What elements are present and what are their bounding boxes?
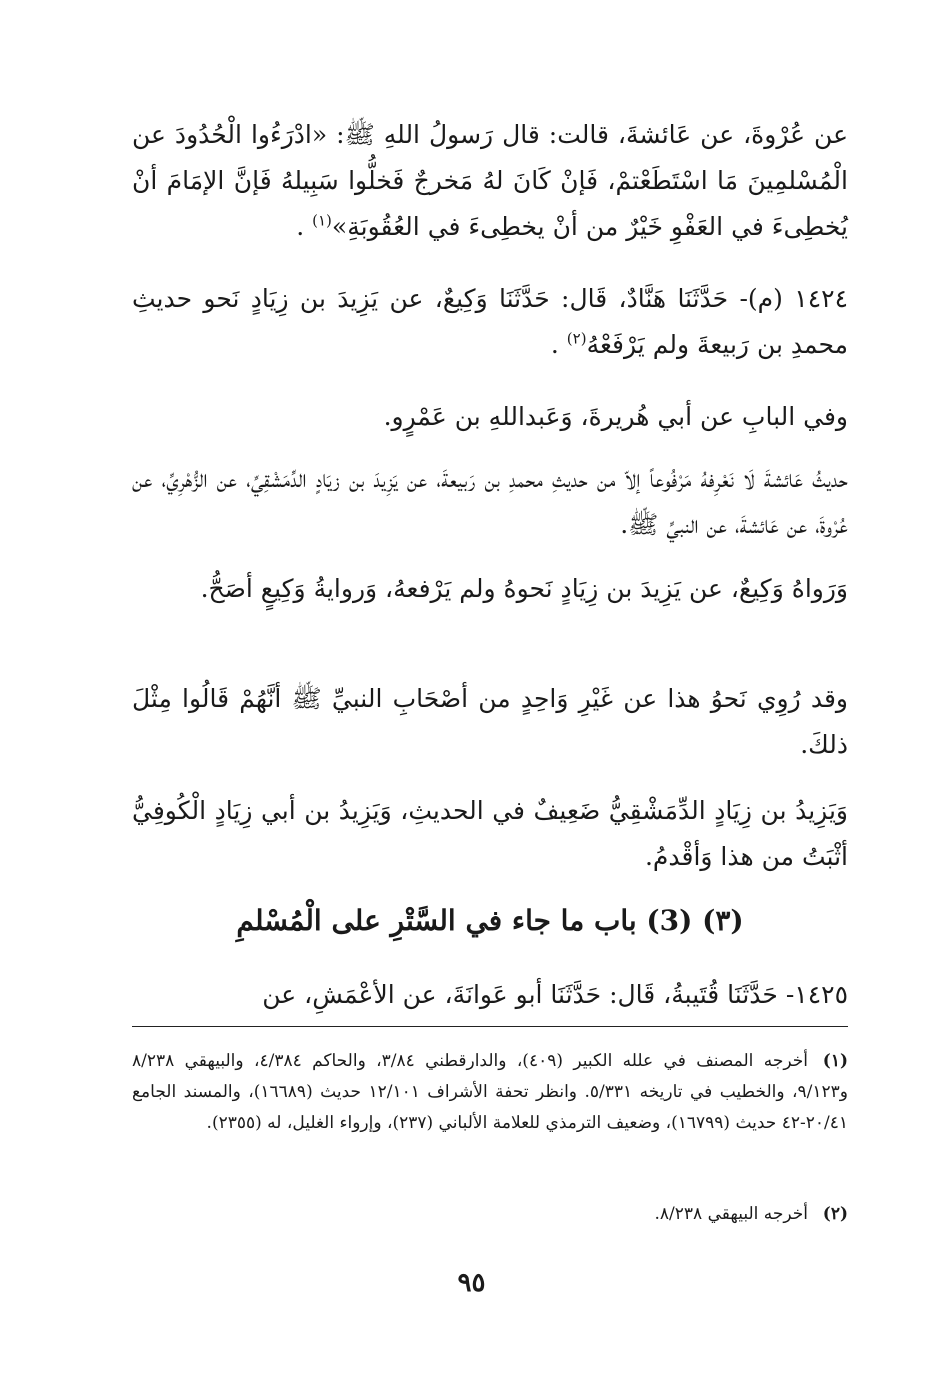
hadith-paragraph-6 bbox=[132, 676, 848, 768]
page-number: ٩٥ bbox=[457, 1268, 486, 1298]
footnote-text: أخرجه المصنف في علله الكبير (٤٠٩)، والدارقطني ٣/٨٤، والحاكم ٤/٣٨٤، والبيهقي ٨/٢٣٨ و٩/١٢٣، والخطيب في تاريخه ٥/٣٣١. وانظر تحفة الأشراف ١٢/١٠١ حديث (١٦٦٨٩)، والمسند الجامع ٢٠/٤١-٤٢ حديث (١٦٧٩٩)، وضعيف الترمذي للعلامة الألباني (٢٣٧)، وإرواء الغليل، له (٢٣٥٥). bbox=[132, 1051, 849, 1133]
paragraph-text: وقد رُوِي نَحوُ هذا عن غَيْرِ وَاحِدٍ من أصْحَابِ النبيِّ ﷺ أنَّهُمْ قَالُوا مِثْلَ ذلكَ. bbox=[132, 684, 848, 759]
paragraph-tail: . bbox=[296, 212, 313, 241]
chapter-heading: (٣) (3) باب ما جاء في السَّتْرِ على الْمُسْلمِ bbox=[236, 904, 744, 937]
footnote-text: أخرجه البيهقي ٨/٢٣٨. bbox=[654, 1204, 808, 1224]
paragraph-tail: . bbox=[550, 330, 567, 359]
paragraph-text: ١٤٢٥- حَدَّثَنَا قُتَيبةُ، قَال: حَدَّثَنَا أبو عَوانَةَ، عن الأعْمَشِ، عن bbox=[262, 980, 848, 1009]
footnote-number: (٢) bbox=[822, 1204, 848, 1224]
hadith-paragraph-4 bbox=[132, 456, 848, 548]
paragraph-text: وَرَواهُ وَكِيعٌ، عن يَزِيدَ بن زِيَادٍ نَحوهُ ولم يَرْفعهُ، وَروايةُ وَكِيعٍ أصَحُّ. bbox=[200, 574, 848, 603]
footnote-2 bbox=[132, 1199, 848, 1230]
hadith-paragraph-2 bbox=[132, 276, 848, 368]
paragraph-text: وَيَزِيدُ بن زِيَادٍ الدِّمَشْقِيُّ ضَعِيفٌ في الحديثِ، وَيَزِيدُ بن أبي زِيَادٍ الْكُوفِيُّ أثْبَتُ من هذا وَأقْدمُ. bbox=[132, 796, 848, 871]
paragraph-text: وفي البابِ عن أبي هُريرةَ، وَعَبداللهِ بن عَمْرٍو. bbox=[383, 402, 848, 431]
footnote-marker: (٢) bbox=[566, 329, 587, 348]
footnote-number: (١) bbox=[822, 1051, 848, 1071]
hadith-paragraph-7 bbox=[132, 788, 848, 880]
footnote-marker: (١) bbox=[312, 211, 332, 230]
paragraph-text: ١٤٢٤ (م)- حَدَّثَنَا هَنَّادٌ، قَال: حَدَّثَنَا وَكِيعٌ، عن يَزِيدَ بن زِيَادٍ نَحو حديثِ محمدِ بن رَبيعةَ ولم يَرْفَعْهُ bbox=[132, 284, 848, 359]
hadith-paragraph-5 bbox=[132, 566, 848, 612]
footnote-divider bbox=[132, 1026, 848, 1027]
paragraph-text: حديثُ عَائشةَ لَا نَعْرِفهُ مَرْفُوعاً إلاّ من حديثِ محمدِ بن رَبيعةَ، عن يَزِيدَ بن زيَادٍ الدِّمَشْقِيِّ، عن الزُّهْرِيِّ، عن عُرْوةَ، عن عَائشةَ، عن النبيِّ ﷺ. bbox=[132, 464, 848, 539]
hadith-paragraph-3 bbox=[132, 394, 848, 440]
hadith-paragraph-1 bbox=[132, 112, 848, 250]
paragraph-text: عن عُرْوةَ، عن عَائشةَ، قالت: قال رَسولُ اللهِ ﷺ: «ادْرَءُوا الْحُدُودَ عن الْمُسْلمِينَ مَا اسْتَطَعْتمْ، فَإنْ كَانَ لهُ مَخرجٌ فَخلُّوا سَبِيلهُ فَإنَّ الإمَامَ أنْ يُخطِىءَ في العَفْوِ خَيْرٌ من أنْ يخطِىءَ في العُقُوبَةِ» bbox=[132, 120, 848, 241]
hadith-paragraph-8 bbox=[132, 972, 848, 1018]
footnote-1 bbox=[132, 1046, 848, 1139]
